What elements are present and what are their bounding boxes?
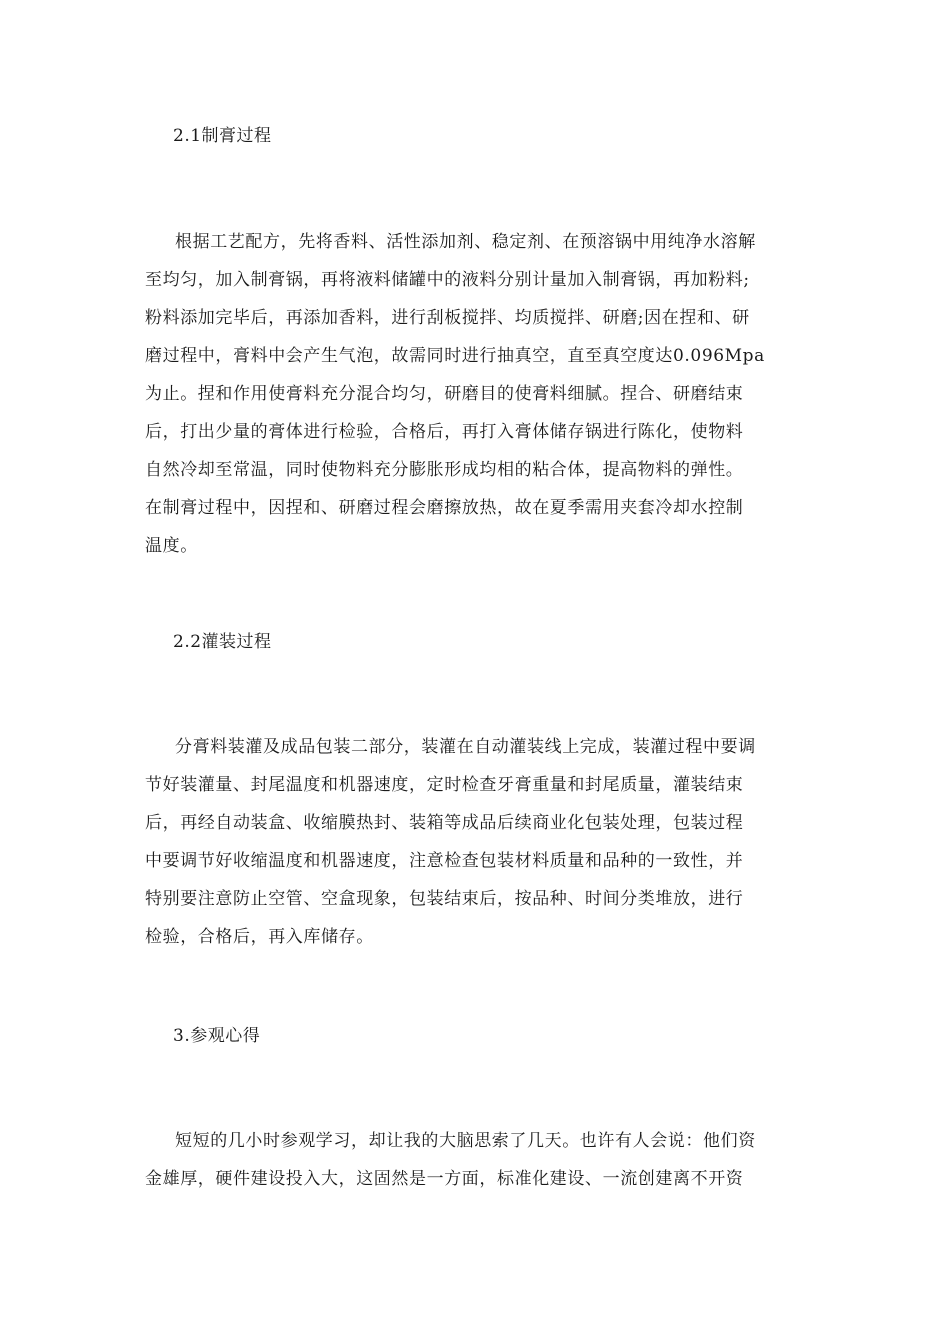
paragraph-line: 粉料添加完毕后，再添加香料，进行刮板搅拌、均质搅拌、研磨;因在捏和、研 [145,308,750,328]
paragraph-line: 分膏料装灌及成品包装二部分，装灌在自动灌装线上完成，装灌过程中要调 [175,737,756,757]
paragraph-line: 特别要注意防止空管、空盒现象，包装结束后，按品种、时间分类堆放，进行 [145,889,744,909]
paragraph-line: 磨过程中，膏料中会产生气泡，故需同时进行抽真空，直至真空度达0.096Mpa [145,346,765,366]
paragraph-line: 节好装灌量、封尾温度和机器速度，定时检查牙膏重量和封尾质量，灌装结束 [145,775,744,795]
paragraph-line: 在制膏过程中，因捏和、研磨过程会磨擦放热，故在夏季需用夹套冷却水控制 [145,498,744,518]
section-heading-2-2: 2.2灌装过程 [173,632,272,652]
paragraph-line: 金雄厚，硬件建设投入大，这固然是一方面，标准化建设、一流创建离不开资 [145,1169,744,1189]
paragraph-line: 自然冷却至常温，同时使物料充分膨胀形成均相的粘合体，提高物料的弹性。 [145,460,744,480]
paragraph-line: 为止。捏和作用使膏料充分混合均匀，研磨目的使膏料细腻。捏合、研磨结束 [145,384,744,404]
section-heading-3: 3.参观心得 [173,1026,261,1046]
paragraph-line: 短短的几小时参观学习，却让我的大脑思索了几天。也许有人会说：他们资 [175,1131,756,1151]
paragraph-line: 中要调节好收缩温度和机器速度，注意检查包装材料质量和品种的一致性，并 [145,851,744,871]
paragraph-line: 至均匀，加入制膏锅，再将液料储罐中的液料分别计量加入制膏锅，再加粉料; [145,270,750,290]
paragraph-reflections [145,1122,815,1198]
paragraph-line: 温度。 [145,536,198,556]
paragraph-line: 根据工艺配方，先将香料、活性添加剂、稳定剂、在预溶锅中用纯净水溶解 [175,232,756,252]
paragraph-filling [145,728,815,956]
section-heading-2-1: 2.1制膏过程 [173,126,272,146]
paragraph-line: 后，打出少量的膏体进行检验，合格后，再打入膏体储存锅进行陈化，使物料 [145,422,744,442]
paragraph-paste-making [145,223,815,565]
paragraph-line: 后，再经自动装盒、收缩膜热封、装箱等成品后续商业化包装处理，包装过程 [145,813,744,833]
paragraph-line: 检验，合格后，再入库储存。 [145,927,374,947]
